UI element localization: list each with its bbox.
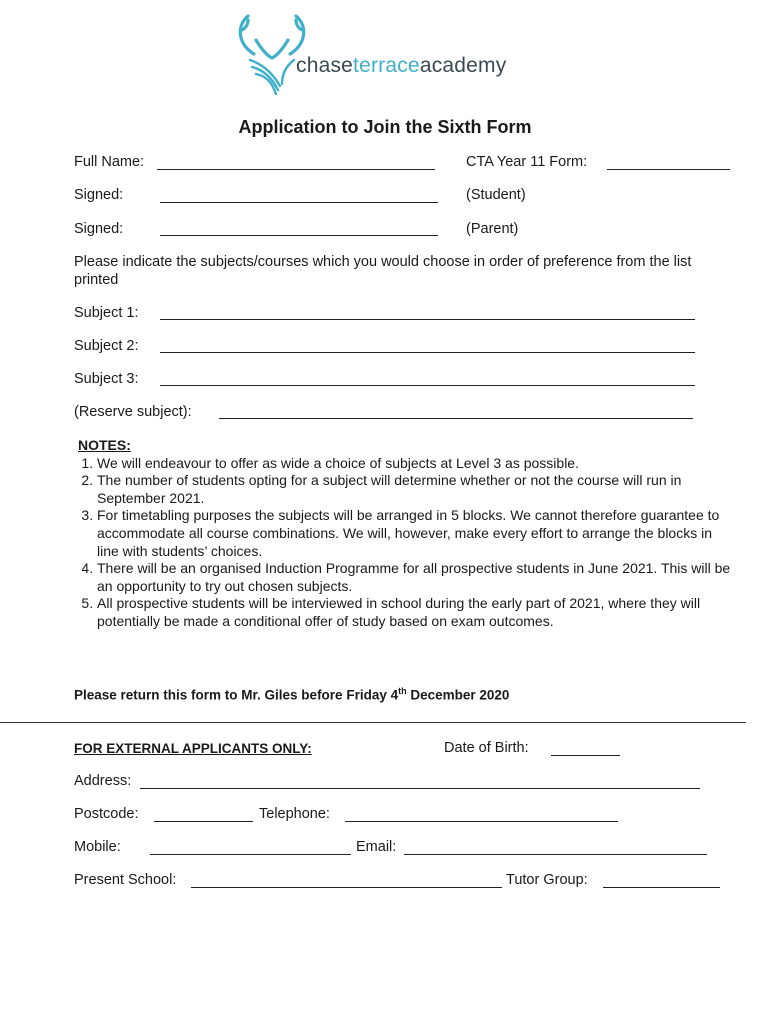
- notes-section: [74, 437, 734, 631]
- external-heading: FOR EXTERNAL APPLICANTS ONLY:: [74, 741, 312, 756]
- signed-parent-label: Signed:: [74, 221, 124, 237]
- full-name-field[interactable]: [157, 169, 435, 170]
- present-school-field[interactable]: [191, 887, 502, 888]
- school-logo: [232, 10, 542, 100]
- postcode-label: Postcode:: [74, 806, 139, 822]
- subject-2-field[interactable]: [160, 352, 695, 353]
- note-item: 2. The number of students opting for a subject will determine whether or not the course will run in September 2021.: [97, 472, 734, 507]
- tutor-group-field[interactable]: [603, 887, 720, 888]
- note-item: 4. There will be an organised Induction Programme for all prospective students in June 2021. This will be an opportunity to try out chosen subjects.: [97, 560, 734, 595]
- logo-text-terrace: terrace: [353, 54, 420, 77]
- return-note-text: Please return this form to Mr. Giles before Friday 4: [74, 687, 399, 703]
- postcode-field[interactable]: [154, 821, 253, 822]
- subject-1-field[interactable]: [160, 319, 695, 320]
- telephone-field[interactable]: [345, 821, 618, 822]
- subject-3-label: Subject 3:: [74, 371, 139, 387]
- logo-text-academy: academy: [419, 54, 507, 77]
- student-signature-field[interactable]: [160, 202, 438, 203]
- note-item: 5. All prospective students will be interviewed in school during the early part of 2021, where they will potentially be made a conditional offer of study based on exam outcomes.: [97, 595, 734, 630]
- cta-form-field[interactable]: [607, 169, 730, 170]
- subject-3-field[interactable]: [160, 385, 695, 386]
- address-label: Address:: [74, 773, 132, 789]
- tutor-group-label: Tutor Group:: [506, 872, 588, 888]
- present-school-label: Present School:: [74, 872, 177, 888]
- logo-wordmark: [296, 54, 506, 78]
- note-item: 3. For timetabling purposes the subjects will be arranged in 5 blocks. We cannot therefore guarantee to accommodate all course combinations. We will, however, make every effort to arrange the blocks in line with students’ choices.: [97, 507, 734, 560]
- parent-signature-field[interactable]: [160, 235, 438, 236]
- full-name-label: Full Name:: [74, 154, 145, 170]
- section-divider: [0, 722, 746, 723]
- cta-form-label: CTA Year 11 Form:: [466, 154, 588, 170]
- email-label: Email:: [356, 839, 397, 855]
- email-field[interactable]: [404, 854, 707, 855]
- dob-label: Date of Birth:: [444, 740, 529, 756]
- notes-list: [74, 455, 734, 631]
- parent-label: (Parent): [466, 221, 519, 237]
- subject-2-label: Subject 2:: [74, 338, 139, 354]
- logo-text-chase: chase: [296, 54, 354, 77]
- notes-heading: NOTES:: [78, 437, 131, 453]
- note-item: 1. We will endeavour to offer as wide a choice of subjects at Level 3 as possible.: [97, 455, 734, 473]
- dob-field[interactable]: [551, 755, 620, 756]
- mobile-field[interactable]: [150, 854, 351, 855]
- reserve-subject-label: (Reserve subject):: [74, 404, 192, 420]
- page-title: Application to Join the Sixth Form: [238, 117, 532, 137]
- telephone-label: Telephone:: [259, 806, 330, 822]
- subject-1-label: Subject 1:: [74, 305, 139, 321]
- address-field[interactable]: [140, 788, 700, 789]
- return-note: [74, 686, 509, 703]
- reserve-subject-field[interactable]: [219, 418, 693, 419]
- instructions-text: Please indicate the subjects/courses which you would choose in order of preference from the list printed: [74, 254, 692, 288]
- student-label: (Student): [466, 187, 526, 203]
- return-note-date: December 2020: [406, 687, 510, 703]
- return-note-sup: th: [398, 686, 407, 696]
- mobile-label: Mobile:: [74, 839, 121, 855]
- signed-student-label: Signed:: [74, 187, 124, 203]
